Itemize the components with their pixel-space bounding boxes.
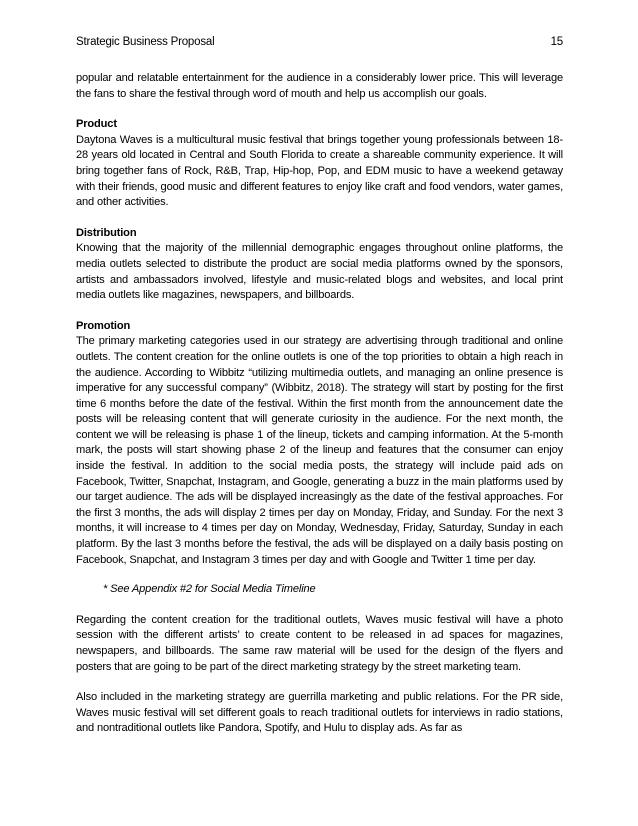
product-section	[76, 117, 563, 211]
page-header	[76, 36, 563, 52]
distribution-heading: Distribution	[76, 226, 137, 239]
appendix-note: * See Appendix #2 for Social Media Timeline	[103, 583, 316, 596]
guerrilla-marketing-paragraph: Also included in the marketing strategy are guerrilla marketing and public relations. For the PR side, Waves music festival will set different goals to reach traditional outlets for interviews in radio stations, and nontraditional outlets like Pandora, Spotify, and Hulu to display ads. As far as	[76, 691, 563, 735]
header-title: Strategic Business Proposal	[76, 36, 215, 48]
page-number: 15	[550, 36, 563, 48]
promotion-section	[76, 319, 563, 598]
product-heading: Product	[76, 118, 117, 131]
document-body	[76, 71, 563, 737]
distribution-section	[76, 226, 563, 304]
promotion-heading: Promotion	[76, 319, 131, 332]
intro-paragraph: popular and relatable entertainment for the audience in a considerably lower price. This will leverage the fans to share the festival through word of mouth and help us accomplish our goals.	[76, 72, 563, 100]
traditional-outlets-paragraph: Regarding the content creation for the traditional outlets, Waves music festival will have a photo session with the different artists’ to create content to be released in ad spaces for magazines, newspapers, and billboards. The same raw material will be used for the design of the flyers and posters that are going to be part of the direct marketing strategy by the street marketing team.	[76, 613, 563, 673]
distribution-paragraph: Knowing that the majority of the millennial demographic engages throughout online platforms, the media outlets selected to distribute the product are social media platforms owned by the sponsors, artists and ambassadors involved, lifestyle and music-related blogs and websites, and local print media outlets like magazines, newspapers, and billboards.	[76, 242, 563, 302]
product-paragraph: Daytona Waves is a multicultural music festival that brings together young professionals between 18-28 years old located in Central and South Florida to create a shareable community experience. It will bring together fans of Rock, R&B, Trap, Hip-hop, Pop, and EDM music to have a weekend getaway with their friends, good music and different features to enjoy like craft and food vendors, water games, and other activities.	[76, 133, 563, 209]
promotion-paragraph: The primary marketing categories used in our strategy are advertising through traditional and online outlets. The content creation for the online outlets is one of the top priorities to obtain a high reach in the audience. According to Wibbitz “utilizing multimedia outlets, and managing an online presence is imperative for any successful company” (Wibbitz, 2018). The strategy will start by posting for the first time 6 months before the date of the festival. Within the first month from the announcement date the posts will be releasing content that will generate curiosity in the audience. For the next month, the content we will be releasing is phase 1 of the lineup, tickets and camping information. At the 5-month mark, the posts will start showing phase 2 of the lineup and features that the consumer can enjoy inside the festival. In addition to the social media posts, the strategy will include paid ads on Facebook, Twitter, Snapchat, Instagram, and Google, generating a buzz in the main platforms used by our target audience. The ads will be displayed increasingly as the date of the festival approaches. For the first 3 months, the ads will display 2 times per day on Monday, Friday, and Sunday. For the next 3 months, it will increase to 4 times per day on Monday, Wednesday, Friday, Saturday, Sunday in each platform. By the last 3 months before the festival, the ads will be displayed on a daily basis posting on Facebook, Snapchat, and Instagram 3 times per day and with Google and Twitter 1 time per day.	[76, 335, 563, 566]
